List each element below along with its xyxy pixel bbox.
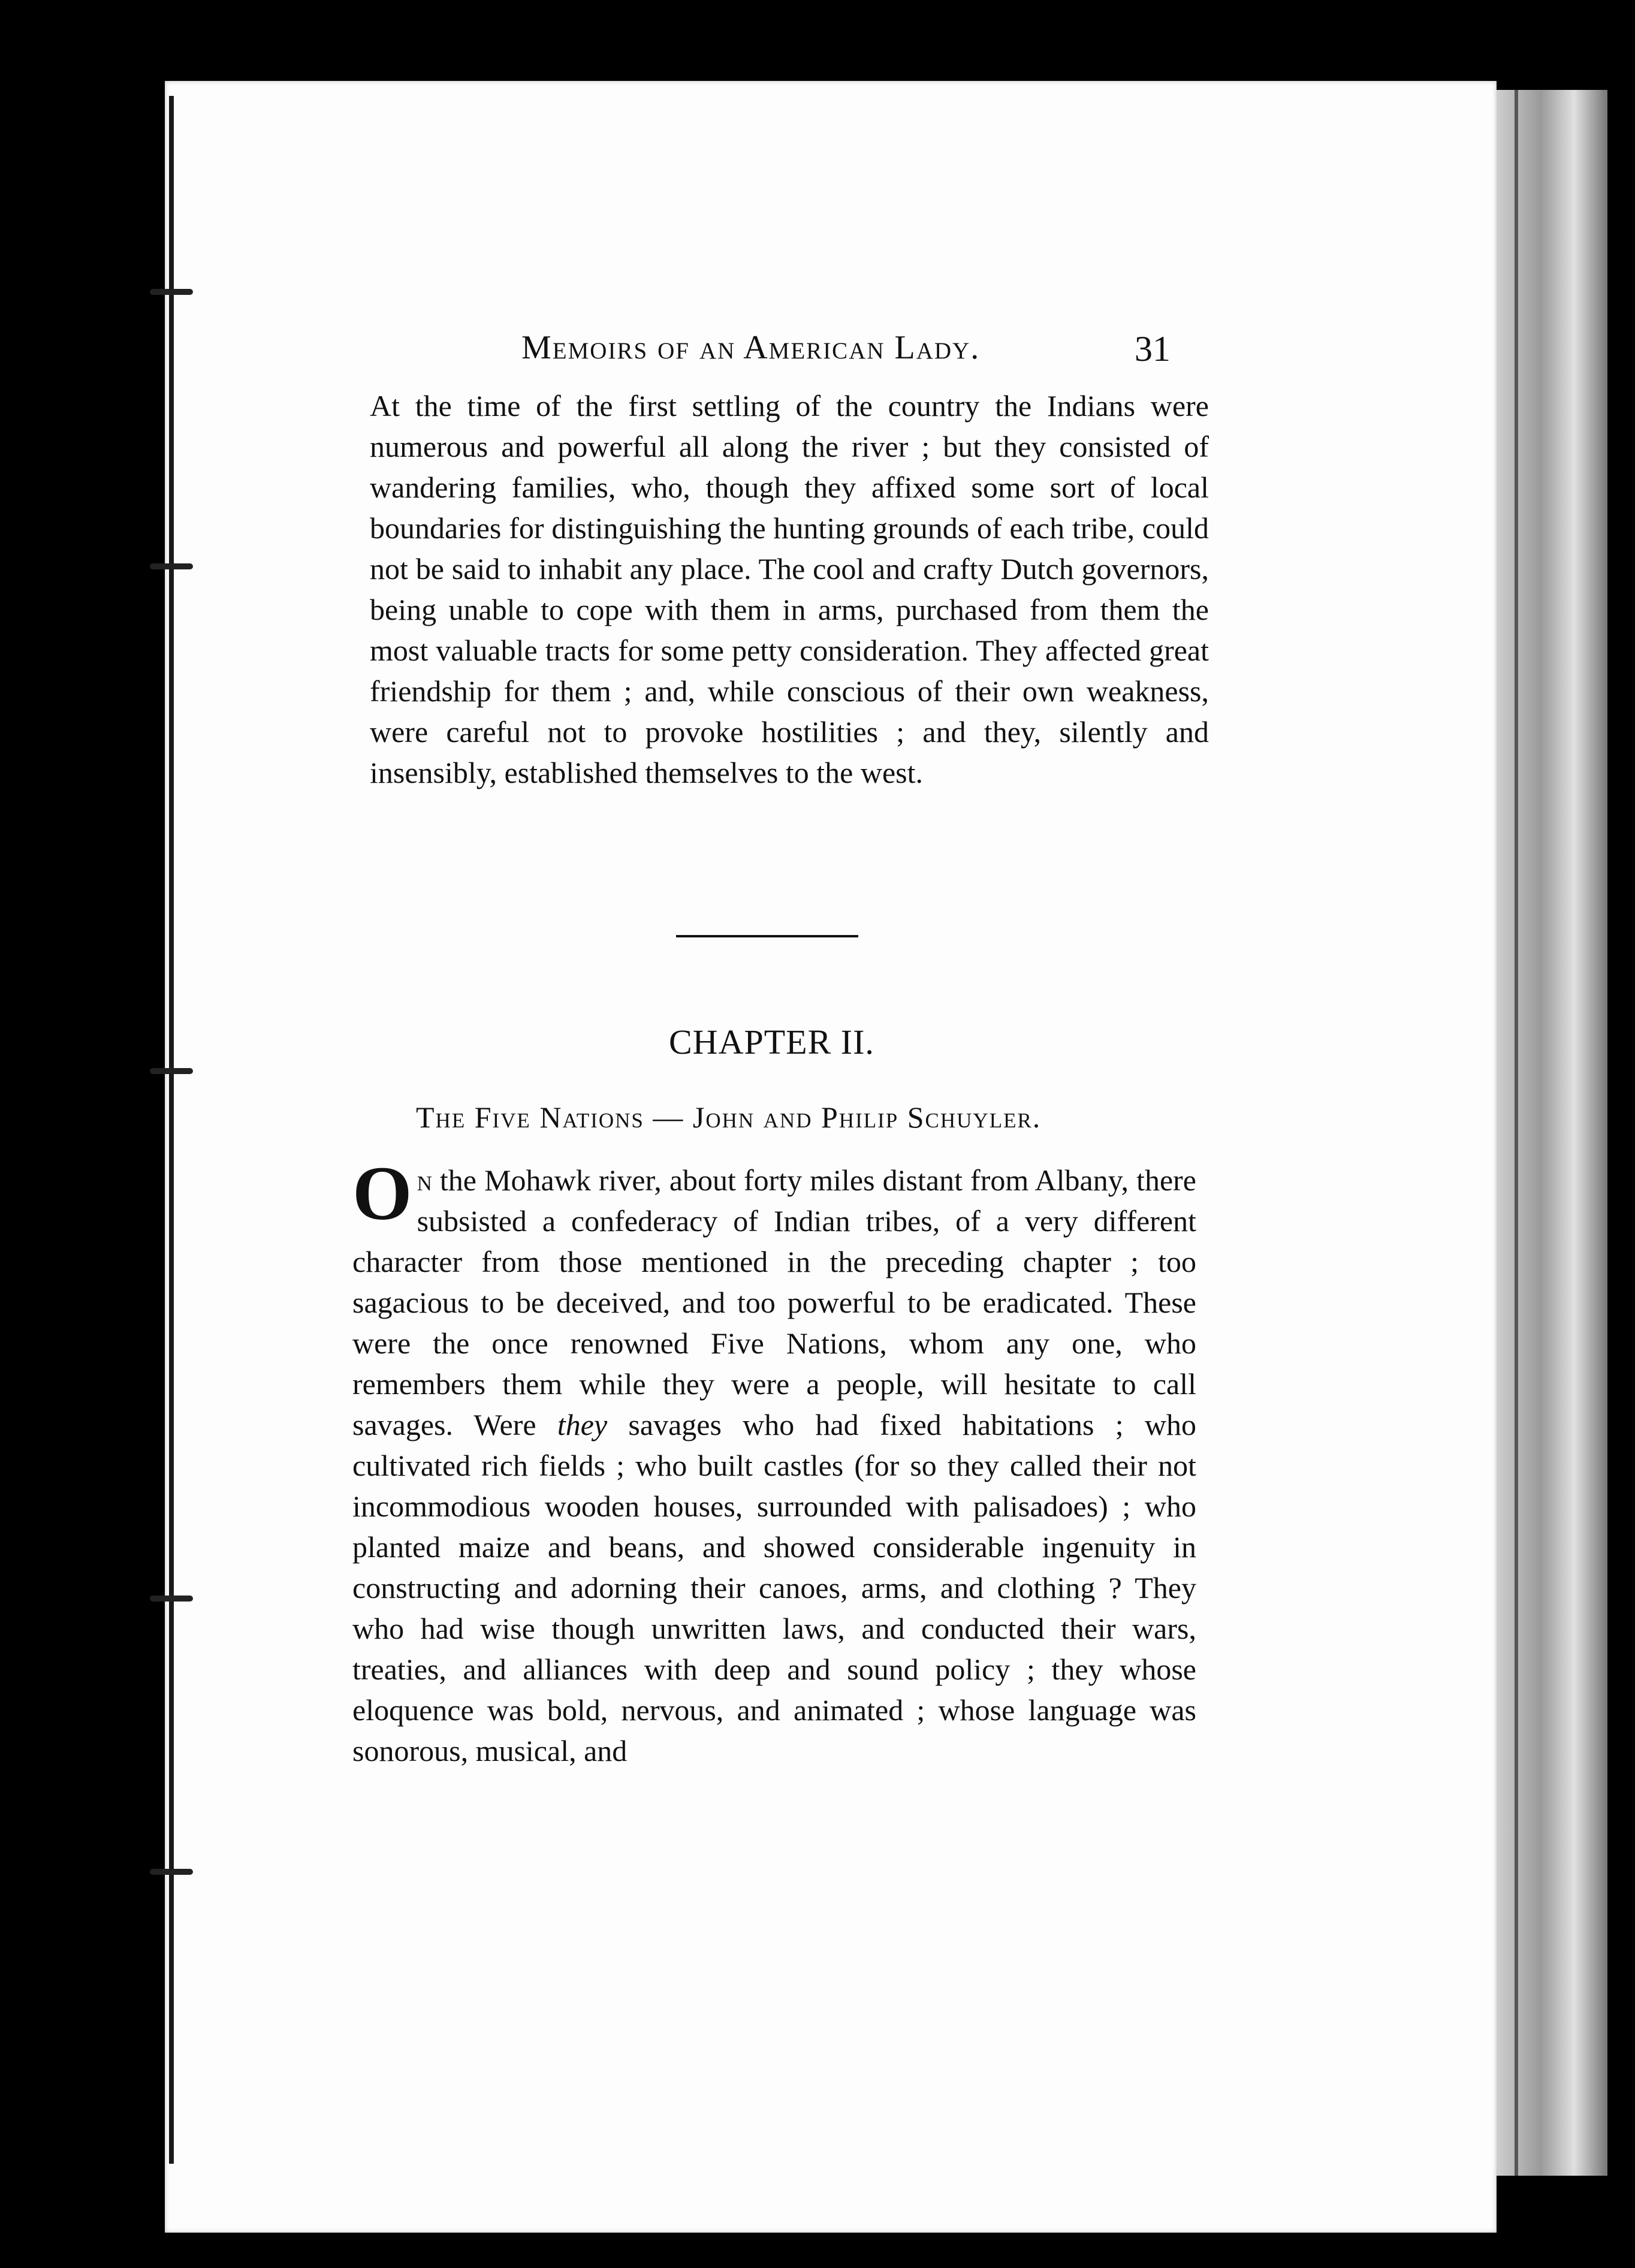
running-head: Memoirs of an American Lady.	[521, 329, 981, 366]
chapter-heading: CHAPTER II.	[669, 1023, 874, 1061]
binding-stitch	[150, 1068, 193, 1074]
book-spine	[169, 96, 174, 2164]
first-word-rest: n	[417, 1163, 432, 1197]
binding-stitch	[150, 563, 193, 569]
emphasized-word: they	[557, 1408, 608, 1441]
paragraph	[352, 1151, 1196, 1771]
section-divider	[676, 935, 858, 937]
body-text-chapter	[352, 1151, 1196, 1771]
binding-stitch	[150, 1596, 193, 1602]
paragraph: At the time of the first settling of the country the Indians were numerous and powerful all along the river ; but they consisted of wandering families, who, though they affixed some sort of local boundaries for distinguishing the hunting grounds of each tribe, could not be said to inhabit any place. The cool and crafty Dutch governors, being unable to cope with them in arms, purchased from them the most valuable tracts for some petty consideration. They affected great friendship for them ; and, while conscious of their own weakness, were careful not to provoke hostilities ; and they, silently and insensibly, established themselves to the west.	[370, 389, 1209, 789]
page-stack-edge	[1497, 90, 1607, 2176]
drop-cap: O	[352, 1151, 412, 1236]
page-number: 31	[1135, 329, 1171, 369]
chapter-subtitle: The Five Nations — John and Philip Schuyler.	[416, 1100, 1042, 1134]
paragraph-text: the Mohawk river, about forty miles distant from Albany, there subsisted a confederacy of Indian tribes, of a very different character from those mentioned in the preceding chapter ; too sagacious to be deceived, and too powerful to be eradicated. These were the once renowned Five Nations, whom any one, who remembers them while they were a people, will hesitate to call savages. Were	[352, 1163, 1196, 1441]
paragraph-text: savages who had fixed habitations ; who cultivated rich fields ; who built castles (for so they called their not incommodious wooden houses, surrounded with palisadoes) ; who planted maize and beans, and showed considerable ingenuity in constructing and adorning their canoes, arms, and clothing ? They who had wise though unwritten laws, and conducted their wars, treaties, and alliances with deep and sound policy ; they whose eloquence was bold, nervous, and animated ; whose language was sonorous, musical, and	[352, 1408, 1196, 1768]
binding-stitch	[150, 289, 193, 295]
body-text-top	[370, 385, 1209, 793]
binding-stitch	[150, 1869, 193, 1875]
